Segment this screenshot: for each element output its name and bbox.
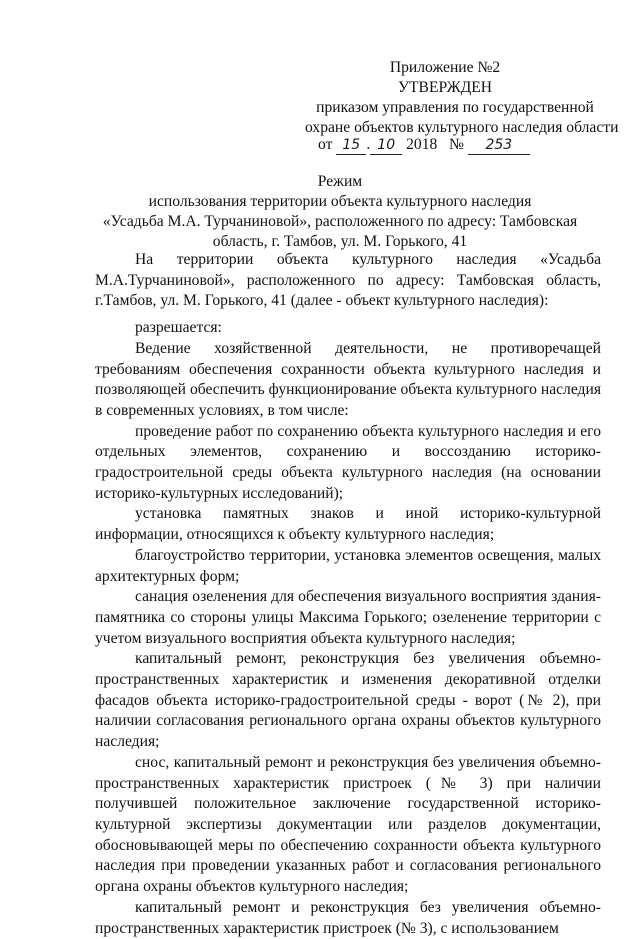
title-line-4: область, г. Тамбов, ул. М. Горького, 41 xyxy=(212,233,468,250)
title-line-2: использования территории объекта культурного наследия xyxy=(148,193,532,210)
body-paragraph: снос, капитальный ремонт и реконструкция без увеличения объемно-пространственных характеристик пристроек (№ 3) при наличии получившей положительное заключение государственной историко-культурной экспертизы документации или разделов документации, обосновывающей меры по обеспечению сохранности объекта культурного наследия при проведении указанных работ и согласования регионального органа охраны объектов культурного наследия; xyxy=(95,753,601,896)
title-line-1: Режим xyxy=(317,173,363,190)
order-line-2: охране объектов культурного наследия области xyxy=(305,119,619,136)
body-paragraph: санация озеленения для обеспечения визуального восприятия здания-памятника со стороны улицы Максима Горького; озеленение территории с учетом визуального восприятия объекта культурного наследия; xyxy=(95,588,601,647)
date-month-handwritten: 10 xyxy=(370,137,402,155)
appendix-label: Приложение №2 xyxy=(389,59,501,76)
document-body xyxy=(95,250,601,939)
order-line-1: приказом управления по государственной xyxy=(316,99,594,116)
number-sign: № xyxy=(449,136,464,153)
order-number-handwritten: 253 xyxy=(468,137,530,155)
approval-header xyxy=(280,58,610,98)
permitted-heading: разрешается: xyxy=(135,319,222,337)
date-prefix: от xyxy=(318,136,333,153)
body-paragraph: проведение работ по сохранению объекта культурного наследия и его отдельных элементов, сохранению и воссозданию историко-градостроительной среды объекта культурного наследия (на основании историко-культурных исследований); xyxy=(95,422,601,502)
order-block xyxy=(305,98,619,138)
order-date-line: от 15 . 10 2018 № 253 xyxy=(318,136,530,155)
date-day-handwritten: 15 xyxy=(336,137,366,155)
approved-label: УТВЕРЖДЕН xyxy=(397,79,492,96)
title-line-3: «Усадьба М.А. Турчаниновой», расположенного по адресу: Тамбовская xyxy=(102,213,578,230)
body-paragraph: Ведение хозяйственной деятельности, не противоречащей требованиям обеспечения сохранности объекта культурного наследия и позволяющей обеспечить функционирование объекта культурного наследия в современных условиях, в том числе: xyxy=(95,339,601,419)
body-paragraph: капитальный ремонт, реконструкция без увеличения объемно-пространственных характеристик и изменения декоративной отделки фасадов объекта историко-градостроительной среды - ворот (№ 2), при наличии согласования регионального органа охраны объектов культурного наследия; xyxy=(95,650,601,751)
body-paragraph: капитальный ремонт и реконструкция без увеличения объемно-пространственных характеристик пристроек (№ 3), с использованием xyxy=(95,898,601,937)
regime-title xyxy=(80,172,600,252)
body-paragraph: установка памятных знаков и иной историко-культурной информации, относящихся к объекту культурного наследия; xyxy=(95,505,601,544)
intro-paragraph: На территории объекта культурного наследия «Усадьба М.А.Турчаниновой», расположенного по адресу: Тамбовская область, г.Тамбов, ул. М. Горького, 41 (далее - объект культурного наследия): xyxy=(95,251,601,310)
body-paragraph: благоустройство территории, установка элементов освещения, малых архитектурных форм; xyxy=(95,546,601,585)
date-year: 2018 xyxy=(406,136,438,153)
